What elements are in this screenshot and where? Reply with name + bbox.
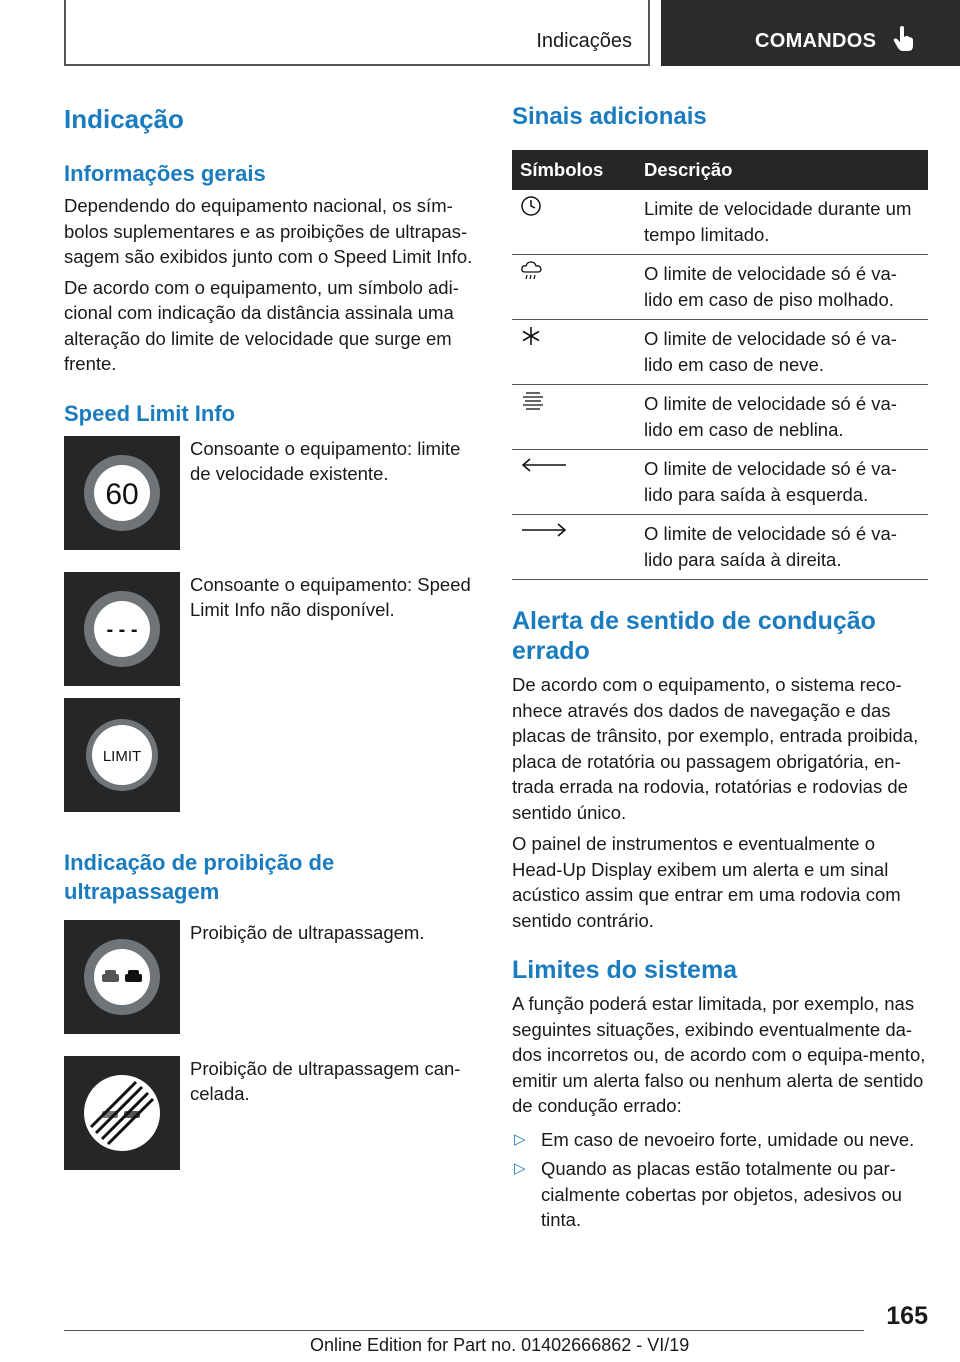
footer-divider xyxy=(64,1330,864,1331)
limit-label: LIMIT xyxy=(102,747,142,765)
hand-pointer-icon xyxy=(893,26,915,57)
table-header-symbols: Símbolos xyxy=(512,150,636,190)
table-row xyxy=(512,450,928,515)
no-info-sign-icon xyxy=(64,572,180,686)
general-info-paragraph-1: Dependendo do equipamento nacional, os sím-bolos suplementares e as proibições de ultrapas-sagem são exibidos junto com o Speed Limit Info. xyxy=(64,195,473,267)
section-title: Indicação xyxy=(64,104,184,134)
table-cell-desc: O limite de velocidade só é va-lido para saída à esquerda. xyxy=(636,450,928,515)
speed-limit-info-heading: Speed Limit Info xyxy=(64,400,236,426)
no-info-label: - - - xyxy=(106,618,138,641)
triangle-bullet-icon: ▷ xyxy=(514,1130,526,1148)
additional-signs-heading: Sinais adicionais xyxy=(512,103,707,130)
speed-60-sign-icon xyxy=(64,436,180,550)
wrong-way-paragraph-1: De acordo com o equipamento, o sistema reco-nhece através dos dados de navegação e das placas de trânsito, por exemplo, entrada proibida, placa de rotatória ou passagem obrigatória, en-trada errada na rodovia, rotatórias e rodovias de sentido único. xyxy=(512,674,919,823)
rain-cloud-icon xyxy=(512,255,636,320)
table-cell-desc: O limite de velocidade só é va-lido em caso de neblina. xyxy=(636,385,928,450)
overtake-cancelled-text: Proibição de ultrapassagem can-celada. xyxy=(190,1057,461,1104)
sign-row-no-overtake xyxy=(64,920,478,1056)
table-row xyxy=(512,255,928,320)
list-item: ▷ Quando as placas estão totalmente ou par-cialmente cobertas por objetos, adesivos ou tinta. xyxy=(514,1158,902,1230)
right-column xyxy=(512,100,928,1237)
table-row xyxy=(512,190,928,255)
sign-row-no-info xyxy=(64,572,478,698)
table-row xyxy=(512,385,928,450)
general-info-paragraph-2: De acordo com o equipamento, um símbolo adi-cional com indicação da distância assinala uma alteração do limite de velocidade que surge em frente. xyxy=(64,276,459,374)
table-cell-desc: O limite de velocidade só é va-lido para saída à direita. xyxy=(636,515,928,580)
list-item: ▷ Em caso de nevoeiro forte, umidade ou neve. xyxy=(512,1127,928,1153)
chapter-tab-label: COMANDOS xyxy=(755,30,877,52)
no-info-text: Consoante o equipamento: Speed Limit Info não disponível. xyxy=(190,573,471,620)
clock-icon xyxy=(512,190,636,255)
table-cell-desc: Limite de velocidade durante um tempo limitado. xyxy=(636,190,928,255)
speed-60-text: Consoante o equipamento: limite de velocidade existente. xyxy=(190,437,461,484)
table-header-row xyxy=(512,150,928,190)
no-overtaking-sign-icon xyxy=(64,920,180,1034)
snowflake-icon xyxy=(512,320,636,385)
arrow-right-icon xyxy=(512,515,636,580)
chapter-tab[interactable] xyxy=(661,0,960,66)
table-row xyxy=(512,320,928,385)
system-limits-list xyxy=(512,1127,928,1233)
table-row xyxy=(512,515,928,580)
speed-60-label: 60 xyxy=(105,477,139,511)
sign-row-speed-60 xyxy=(64,436,478,572)
overtake-heading: Indicação de proibição de ultrapassagem xyxy=(64,849,335,904)
limit-sign-icon xyxy=(64,698,180,812)
table-header-description: Descrição xyxy=(636,150,928,190)
system-limits-paragraph: A função poderá estar limitada, por exemplo, nas seguintes situações, exibindo eventualmente da-dos incorretos ou, de acordo com o equipa-mento, emitir um alerta falso ou nenhum alerta de sentido de condução errado: xyxy=(512,993,926,1116)
wrong-way-heading: Alerta de sentido de condução errado xyxy=(512,607,876,665)
left-column xyxy=(64,100,478,1182)
arrow-left-icon xyxy=(512,450,636,515)
triangle-bullet-icon: ▷ xyxy=(514,1160,526,1177)
additional-signs-table xyxy=(512,150,928,580)
no-overtake-text: Proibição de ultrapassagem. xyxy=(190,921,425,943)
table-cell-desc: O limite de velocidade só é va-lido em caso de neve. xyxy=(636,320,928,385)
footer-edition: Online Edition for Part no. 01402666862 - VI/19 xyxy=(310,1335,690,1355)
end-of-no-overtaking-sign-icon xyxy=(64,1056,180,1170)
wrong-way-paragraph-2: O painel de instrumentos e eventualmente o Head-Up Display exibem um alerta e um sinal acústico assim que entrar em uma rodovia com sentido contrário. xyxy=(512,833,901,931)
sign-row-limit xyxy=(64,698,478,842)
fog-icon xyxy=(512,385,636,450)
table-cell-desc: O limite de velocidade só é va-lido em caso de piso molhado. xyxy=(636,255,928,320)
sign-row-overtake-cancelled xyxy=(64,1056,478,1182)
system-limits-heading: Limites do sistema xyxy=(512,956,738,984)
section-label: Indicações xyxy=(536,30,632,52)
header-section-box xyxy=(64,0,650,66)
page-number: 165 xyxy=(886,1302,928,1330)
general-info-heading: Informações gerais xyxy=(64,161,266,186)
